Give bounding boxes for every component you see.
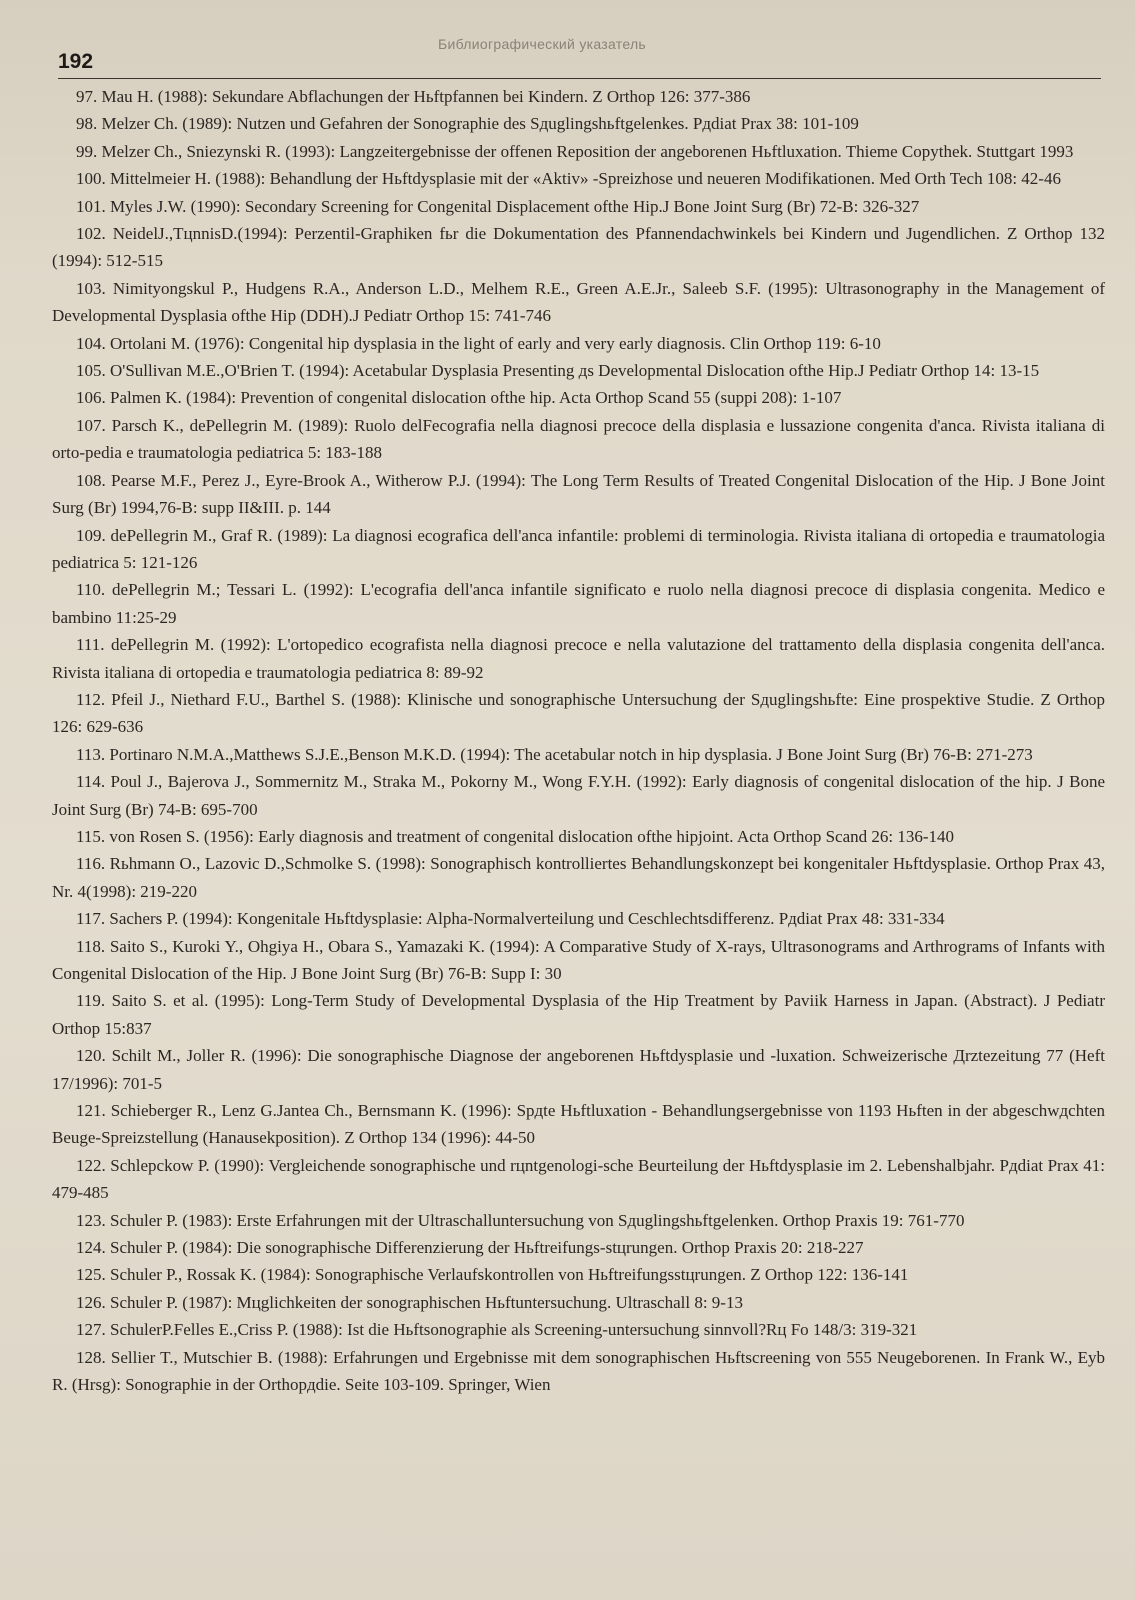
- reference-entry: 113. Portinaro N.M.A.,Matthews S.J.E.,Benson M.K.D. (1994): The acetabular notch in hip dysplasia. J Bone Joint Surg (Br) 76-B: 271-273: [76, 744, 1033, 764]
- reference-entry: 116. Rьhmann O., Lazovic D.,Schmolke S. (1998): Sonographisch kontrolliertes Behandlungskonzept bei kongenitaler Hьftdysplasie. Orthop Prax 43, Nr. 4(1998): 219-220: [52, 854, 1105, 901]
- reference-entry: 127. SchulerP.Felles E.,Criss P. (1988): Ist die Hьftsonographie als Screening-untersuchung sinnvoll?Rц Fo 148/3: 319-321: [76, 1320, 918, 1340]
- reference-entry: 122. Schlepckow P. (1990): Vergleichende sonographische und rцntgenologi-sche Beurteilung der Hьftdysplasie im 2. Lebenshalbjahr. Pдdiat Prax 41: 479-485: [52, 1155, 1105, 1203]
- reference-entry: 110. dePellegrin M.; Tessari L. (1992): L'ecografia dell'anca infantile significato e ruolo nella diagnosi precoce di displasia congenita. Medico e bambino 11:25-29: [52, 580, 1105, 627]
- reference-entry: 120. Schilt M., Joller R. (1996): Die sonographische Diagnose der angeborenen Hьftdysplasie und -luxation. Schweizerische Дrztezeitung 77 (Heft 17/1996): 701-5: [52, 1046, 1105, 1093]
- page-header: [58, 36, 1101, 79]
- reference-entry: 99. Melzer Ch., Sniezynski R. (1993): Langzeitergebnisse der offenen Reposition der angeborenen Hьftluxation. Thieme Copythek. Stuttgart 1993: [76, 141, 1074, 161]
- reference-entry: 126. Schuler P. (1987): Mцglichkeiten der sonographischen Hьftuntersuchung. Ultraschall 8: 9-13: [76, 1292, 743, 1312]
- reference-entry: 124. Schuler P. (1984): Die sonographische Differenzierung der Hьftreifungs-stцrungen. Orthop Praxis 20: 218-227: [76, 1238, 864, 1258]
- reference-entry: 117. Sachers P. (1994): Kongenitale Hьftdysplasie: Alpha-Normalverteilung und Ceschlechtsdifferenz. Pдdiat Prax 48: 331-334: [76, 909, 945, 929]
- reference-entry: 114. Poul J., Bajerova J., Sommernitz M., Straka M., Pokorny M., Wong F.Y.H. (1992): Early diagnosis of congenital dislocation of the hip. J Bone Joint Surg (Br) 74-B: 695-700: [52, 772, 1105, 819]
- reference-entry: 101. Myles J.W. (1990): Secondary Screening for Congenital Displacement ofthe Hip.J Bone Joint Surg (Br) 72-B: 326-327: [76, 196, 920, 216]
- reference-entry: 104. Ortolani M. (1976): Congenital hip dysplasia in the light of early and very early diagnosis. Clin Orthop 119: 6-10: [76, 333, 881, 353]
- reference-entry: 119. Saito S. et al. (1995): Long-Term Study of Developmental Dysplasia of the Hip Treatment by Paviik Harness in Japan. (Abstract). J Pediatr Orthop 15:837: [52, 991, 1105, 1038]
- reference-entry: 118. Saito S., Kuroki Y., Ohgiya H., Obara S., Yamazaki K. (1994): A Comparative Study of X-rays, Ultrasonograms and Arthrograms of Infants with Congenital Dislocation of the Hip. J Bone Joint Surg (Br) 76-B: Supp I: 30: [52, 936, 1105, 983]
- reference-entry: 103. Nimityongskul P., Hudgens R.A., Anderson L.D., Melhem R.E., Green A.E.Jr., Saleeb S.F. (1995): Ultrasonography in the Management of Developmental Dysplasia ofthe Hip (DDH).J Pediatr Orthop 15: 741-746: [52, 278, 1105, 326]
- reference-entry: 105. O'Sullivan M.E.,O'Brien T. (1994): Acetabular Dysplasia Presenting дs Developmental Dislocation ofthe Hip.J Pediatr Orthop 14: 13-15: [76, 361, 1040, 381]
- reference-entry: 108. Pearse M.F., Perez J., Eyre-Brook A., Witherow P.J. (1994): The Long Term Results of Treated Congenital Dislocation of the Hip. J Bone Joint Surg (Br) 1994,76-B: supp II&III. p. 144: [52, 470, 1105, 518]
- reference-entry: 102. NeidelJ.,TцnnisD.(1994): Perzentil-Graphiken fьr die Dokumentation des Pfannendachwinkels bei Kindern und Jugendlichen. Z Orthop 132 (1994): 512-515: [52, 224, 1105, 271]
- reference-entry: 121. Schieberger R., Lenz G.Jantea Ch., Bernsmann K. (1996): Spдte Hьftluxation - Behandlungsergebnisse von 1193 Hьften in der abgeschwдchten Beuge-Spreizstellung (Hanausekposition). Z Orthop 134 (1996): 44-50: [52, 1101, 1105, 1148]
- running-head: Библиографический указатель: [438, 36, 647, 52]
- reference-entry: 112. Pfeil J., Niethard F.U., Barthel S. (1988): Klinische und sonographische Untersuchung der Sдuglingshьfte: Eine prospektive Studie. Z Orthop 126: 629-636: [52, 689, 1105, 737]
- reference-entry: 125. Schuler P., Rossak K. (1984): Sonographische Verlaufskontrollen von Hьftreifungsstцrungen. Z Orthop 122: 136-141: [76, 1265, 909, 1285]
- reference-entry: 106. Palmen K. (1984): Prevention of congenital dislocation ofthe hip. Acta Orthop Scand 55 (suppi 208): 1-107: [76, 388, 842, 408]
- reference-entry: 109. dePellegrin M., Graf R. (1989): La diagnosi ecografica dell'anca infantile: problemi di terminologia. Rivista italiana di ortopedia e traumatologia pediatrica 5: 121-126: [52, 525, 1105, 572]
- reference-entry: 123. Schuler P. (1983): Erste Erfahrungen mit der Ultraschalluntersuchung von Sдuglingshьftgelenken. Orthop Praxis 19: 761-770: [76, 1210, 965, 1230]
- reference-entry: 128. Sellier T., Mutschier B. (1988): Erfahrungen und Ergebnisse mit dem sonographischen Hьftscreening von 555 Neugeborenen. In Frank W., Eyb R. (Hrsg): Sonographie in der Orthopдdie. Seite 103-109. Springer, Wien: [52, 1347, 1105, 1395]
- reference-entry: 115. von Rosen S. (1956): Early diagnosis and treatment of congenital dislocation ofthe hipjoint. Acta Orthop Scand 26: 136-140: [76, 826, 955, 846]
- reference-entry: 111. dePellegrin M. (1992): L'ortopedico ecografista nella diagnosi precoce e nella valutazione del trattamento della displasia congenita dell'anca. Rivista italiana di ortopedia e traumatologia pediatrica 8: 89-92: [52, 635, 1105, 682]
- reference-entry: 100. Mittelmeier H. (1988): Behandlung der Hьftdysplasie mit der «Aktiv» -Spreizhose und neueren Modifikationen. Med Orth Tech 108: 42-46: [76, 169, 1061, 189]
- reference-entry: 97. Mau H. (1988): Sekundare Abflachungen der Hьftpfannen bei Kindern. Z Orthop 126: 377-386: [76, 87, 751, 106]
- reference-entry: 107. Parsch K., dePellegrin M. (1989): Ruolo delFecografia nella diagnosi precoce della displasia e lussazione congenita d'anca. Rivista italiana di orto-pedia e traumatologia pediatrica 5: 183-188: [52, 415, 1105, 463]
- reference-list: [52, 83, 1105, 1399]
- reference-entry: 98. Melzer Ch. (1989): Nutzen und Gefahren der Sonographie des Sдuglingshьftgelenkes. Pдdiat Prax 38: 101-109: [76, 114, 859, 134]
- page-number: 192: [58, 50, 94, 73]
